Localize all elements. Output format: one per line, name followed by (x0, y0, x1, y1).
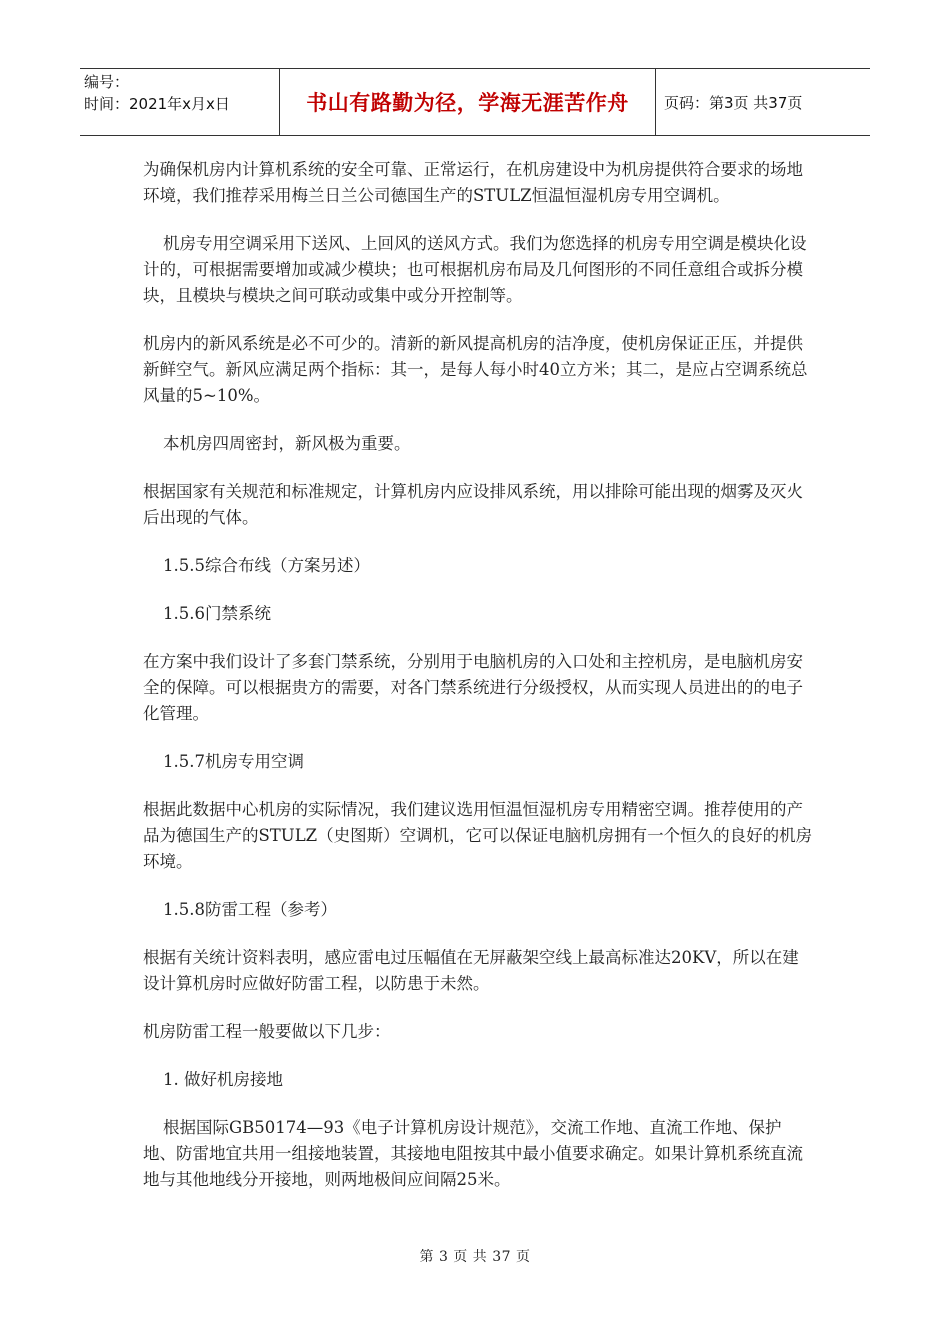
body-paragraph: 机房防雷工程一般要做以下几步： (143, 1022, 391, 1041)
body-paragraph: 根据有关统计资料表明，感应雷电过压幅值在无屏蔽架空线上最高标准达20KV，所以在建设计算机房时应做好防雷工程，以防患于未然。 (143, 948, 799, 993)
body-paragraph: 为确保机房内计算机系统的安全可靠、正常运行，在机房建设中为机房提供符合要求的场地环境，我们推荐采用梅兰日兰公司德国生产的STULZ恒温恒湿机房专用空调机。 (143, 160, 803, 205)
body-paragraph: 根据此数据中心机房的实际情况，我们建议选用恒温恒湿机房专用精密空调。推荐使用的产品为德国生产的STULZ（史图斯）空调机，它可以保证电脑机房拥有一个恒久的良好的机房环境。 (143, 800, 813, 871)
body-paragraph: 1.5.6门禁系统 (163, 604, 271, 623)
document-body (143, 157, 813, 1215)
header-motto: 书山有路勤为径，学海无涯苦作舟 (280, 69, 656, 135)
body-paragraph: 1. 做好机房接地 (163, 1070, 283, 1089)
header-meta (80, 69, 280, 135)
page-header (80, 68, 870, 136)
document-number-label: 编号： (84, 73, 130, 91)
body-paragraph: 根据国际GB50174—93《电子计算机房设计规范》，交流工作地、直流工作地、保护地、防雷地宜共用一组接地装置，其接地电阻按其中最小值要求确定。如果计算机系统直流地与其他地线分开接地，则两地极间应间隔25米。 (143, 1118, 803, 1189)
page-footer: 第 3 页 共 37 页 (419, 1249, 531, 1265)
header-page-info: 页码：第3页 共37页 (664, 93, 803, 112)
document-date: 时间：2021年x月x日 (84, 95, 230, 113)
body-paragraph: 在方案中我们设计了多套门禁系统，分别用于电脑机房的入口处和主控机房，是电脑机房安全的保障。可以根据贵方的需要，对各门禁系统进行分级授权，从而实现人员进出的的电子化管理。 (143, 652, 803, 723)
body-paragraph: 1.5.7机房专用空调 (163, 752, 304, 771)
body-paragraph: 机房专用空调采用下送风、上回风的送风方式。我们为您选择的机房专用空调是模块化设计的，可根据需要增加或减少模块；也可根据机房布局及几何图形的不同任意组合或拆分模块，且模块与模块之间可联动或集中或分开控制等。 (143, 234, 807, 305)
body-paragraph: 本机房四周密封，新风极为重要。 (163, 434, 411, 453)
body-paragraph: 根据国家有关规范和标准规定，计算机房内应设排风系统，用以排除可能出现的烟雾及灭火后出现的气体。 (143, 482, 803, 527)
body-paragraph: 1.5.5综合布线（方案另述） (163, 556, 370, 575)
body-paragraph: 机房内的新风系统是必不可少的。清新的新风提高机房的洁净度，使机房保证正压，并提供新鲜空气。新风应满足两个指标：其一，是每人每小时40立方米；其二，是应占空调系统总风量的5~10%。 (143, 334, 808, 405)
body-paragraph: 1.5.8防雷工程（参考） (163, 900, 337, 919)
